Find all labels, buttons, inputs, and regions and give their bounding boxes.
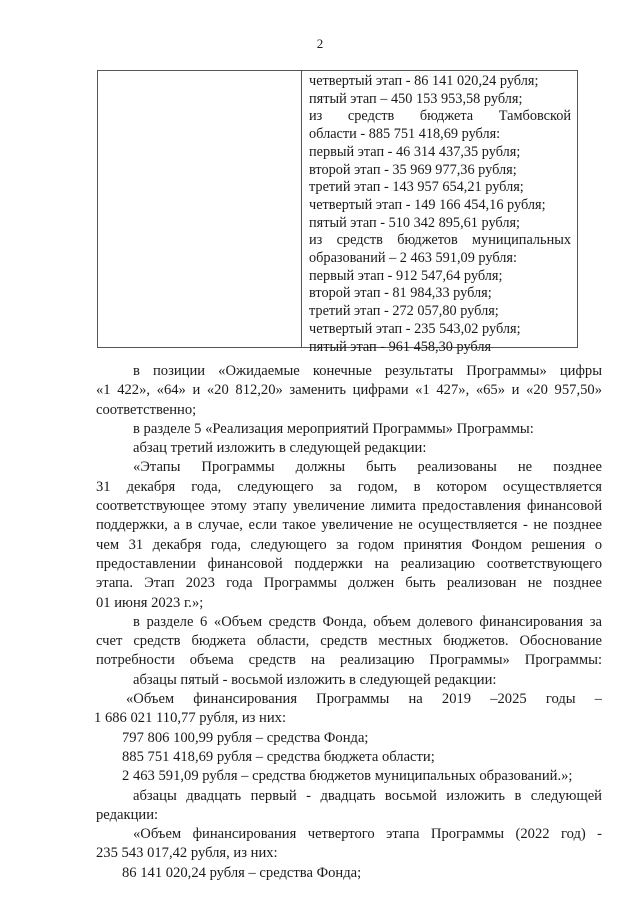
table-line: пятый этап - 510 342 895,61 рубля; [309, 214, 521, 231]
paragraph-line: потребности объема средств на реализацию Программы» Программы: [96, 652, 602, 669]
paragraph-line: редакции: [96, 806, 159, 823]
table-line: третий этап - 272 057,80 рубля; [309, 303, 499, 320]
table-line: четвертый этап - 86 141 020,24 рубля; [309, 73, 539, 89]
paragraph-line: «Объем финансирования четвертого этапа Программы (2022 год) - [133, 826, 602, 843]
table-line: пятый этап – 450 153 953,58 рубля; [309, 90, 523, 107]
paragraph-line: в позиции «Ожидаемые конечные результаты Программы» цифры [133, 363, 602, 379]
page-number: 2 [316, 36, 324, 51]
table-line: образований – 2 463 591,09 рубля: [309, 250, 517, 267]
paragraph-line: 235 543 017,42 рубля, из них: [96, 845, 278, 862]
table-line: четвертый этап - 235 543,02 рубля; [309, 320, 521, 337]
table-line: из средств бюджетов муниципальных [309, 232, 571, 249]
table-right-cell [309, 73, 571, 356]
table-column-divider [301, 71, 302, 347]
paragraph-line: в разделе 5 «Реализация мероприятий Программы» Программы: [133, 420, 534, 437]
paragraph-line: 2 463 591,09 рубля – средства бюджетов муниципальных образований.»; [122, 768, 573, 785]
paragraph-line: поддержки, а в случае, если такое увеличение не осуществляется - не позднее [96, 517, 602, 534]
table-line: пятый этап - 961 458,30 рубля [309, 338, 492, 355]
paragraph-line: 797 806 100,99 рубля – средства Фонда; [122, 729, 369, 746]
paragraph-line: в разделе 6 «Объем средств Фонда, объем долевого финансирования за [133, 613, 602, 630]
paragraph-line: этапа. Этап 2023 года Программы должен быть реализован не позднее [96, 575, 602, 592]
paragraph-line: «1 422», «64» и «20 812,20» заменить цифрами «1 427», «65» и «20 957,50» [96, 382, 602, 399]
table-line: из средств бюджета Тамбовской [309, 108, 571, 125]
paragraph-line: абзацы пятый - восьмой изложить в следующей редакции: [133, 671, 497, 688]
paragraph-line: 1 686 021 110,77 рубля, из них: [94, 710, 287, 727]
paragraph-line: 885 751 418,69 рубля – средства бюджета области; [122, 748, 435, 765]
table-line: четвертый этап - 149 166 454,16 рубля; [309, 196, 546, 213]
paragraph-line: счет средств бюджета области, средств местных бюджетов. Обоснование [96, 633, 602, 650]
table-line: второй этап - 35 969 977,36 рубля; [309, 161, 517, 178]
paragraph-line: абзац третий изложить в следующей редакции: [133, 440, 427, 457]
paragraph-line: соответственно; [96, 401, 197, 418]
table-line: третий этап - 143 957 654,21 рубля; [309, 179, 524, 196]
paragraph-line: соответствующее этому этапу увеличение лимита предоставления финансовой [96, 498, 602, 515]
table-line: первый этап - 46 314 437,35 рубля; [309, 143, 521, 160]
table-line: первый этап - 912 547,64 рубля; [309, 267, 503, 284]
paragraph-line: 01 июня 2023 г.»; [96, 594, 204, 611]
table-line: второй этап - 81 984,33 рубля; [309, 285, 492, 302]
funding-table [97, 70, 578, 355]
paragraph-line: предоставлении финансовой поддержки на реализацию соответствующего [96, 555, 602, 572]
paragraph-line: чем 31 декабря года, следующего за годом принятия Фондом решения о [96, 536, 602, 553]
paragraph-line: «Этапы Программы должны быть реализованы не позднее [133, 459, 602, 476]
paragraph-line: 31 декабря года, следующего за годом, в котором осуществляется [96, 478, 602, 495]
paragraph-line: «Объем финансирования Программы на 2019 –2025 годы – [126, 691, 602, 708]
document-body [96, 362, 602, 883]
table-line: области - 885 751 418,69 рубля: [309, 126, 501, 143]
paragraph-line: 86 141 020,24 рубля – средства Фонда; [122, 864, 362, 881]
paragraph-line: абзацы двадцать первый - двадцать восьмой изложить в следующей [133, 787, 602, 804]
